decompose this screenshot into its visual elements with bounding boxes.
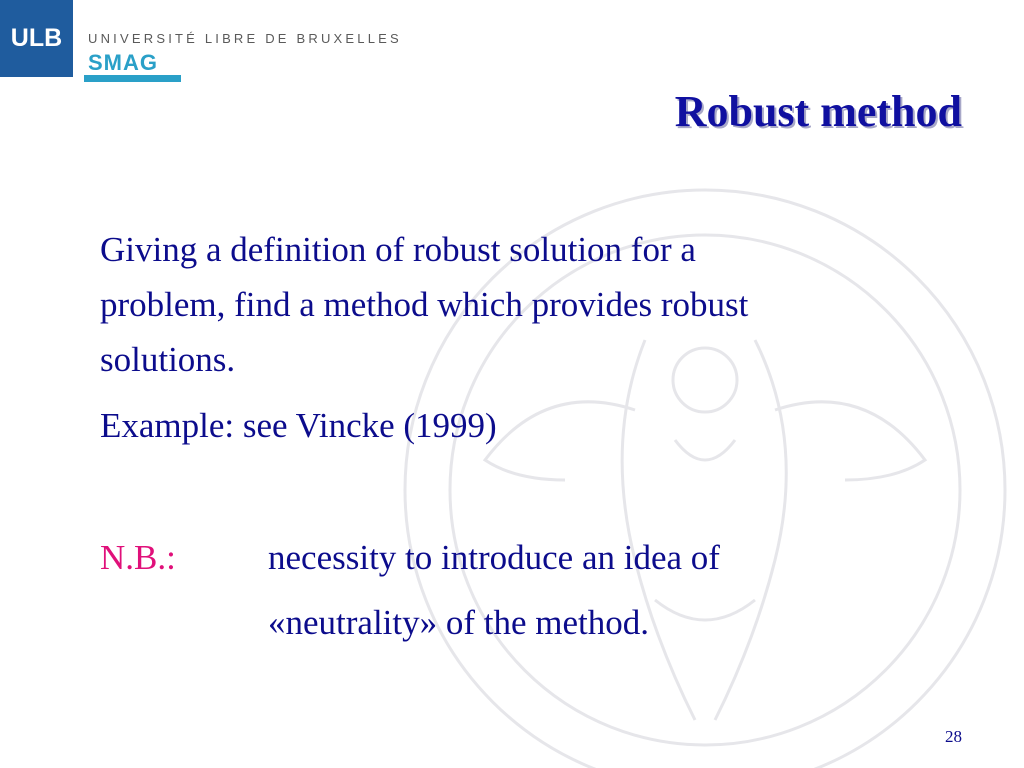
smag-logo-bar: [84, 75, 181, 82]
paragraph-line-2: problem, find a method which provides robust: [100, 285, 749, 324]
smag-logo-text: SMAG: [88, 50, 158, 75]
ulb-logo: [0, 0, 73, 77]
nb-line-2: «neutrality» of the method.: [268, 603, 650, 642]
smag-logo: [84, 51, 182, 85]
example-line: Example: see Vincke (1999): [100, 406, 497, 445]
paragraph-line-3: solutions.: [100, 340, 236, 379]
university-name: UNIVERSITÉ LIBRE DE BRUXELLES: [88, 31, 402, 46]
paragraph-line-1: Giving a definition of robust solution for a: [100, 230, 696, 269]
nb-line-1: necessity to introduce an idea of: [268, 538, 720, 577]
ulb-logo-text: ULB: [10, 24, 63, 52]
slide-title: Robust method: [674, 87, 962, 136]
nb-label: N.B.:: [100, 538, 176, 577]
page-number: 28: [945, 727, 962, 746]
